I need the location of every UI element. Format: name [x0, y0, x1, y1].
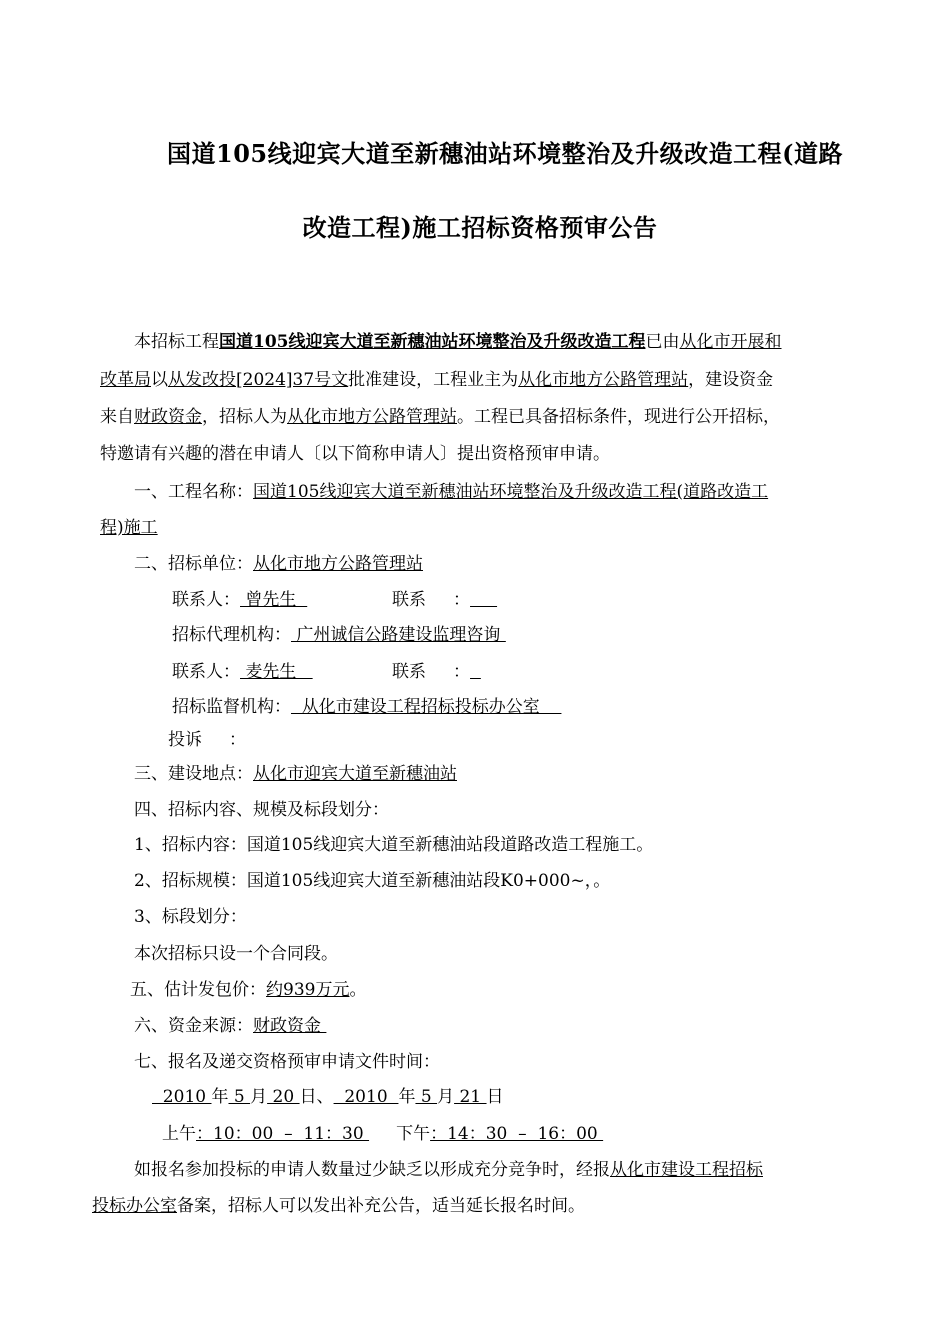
section-label: 五、估计发包价： — [130, 980, 266, 1000]
approver-name: 改革局 — [100, 370, 151, 390]
document-title-line2: 改造工程)施工招标资格预审公告 — [302, 213, 658, 242]
intro-text: 批准建设，工程业主为 — [348, 370, 519, 390]
project-name-value: 程)施工 — [100, 518, 158, 538]
schedule-times — [162, 1121, 603, 1147]
phone-row-1 — [392, 587, 497, 613]
date-day: 21 — [454, 1087, 487, 1107]
section-price — [130, 977, 366, 1003]
agency-row — [172, 622, 506, 648]
pm-time: ：14：30 – 16：00 — [430, 1124, 604, 1144]
phone-value — [470, 590, 497, 610]
content-item-2: 2、招标规模：国道105线迎宾大道至新穗油站段K0+000~，。 — [134, 871, 611, 891]
closing-text: 备案，招标人可以发出补充公告，适当延长报名时间。 — [177, 1196, 585, 1216]
supervisor-row — [172, 694, 561, 720]
section-project-name-cont — [100, 515, 158, 541]
phone-value — [470, 662, 481, 682]
intro-line1 — [134, 329, 782, 355]
content-item-1: 1、招标内容：国道105线迎宾大道至新穗油站段道路改造工程施工。 — [134, 835, 654, 855]
pm-label: 下午 — [396, 1124, 431, 1144]
date-year: 2010 — [333, 1087, 399, 1107]
location-value: 从化市迎宾大道至新穗油站 — [253, 764, 457, 784]
project-name: 国道105线迎宾大道至新穗油站环境整治及升级改造工程 — [219, 332, 646, 352]
section-content: 四、招标内容、规模及标段划分： — [134, 800, 389, 820]
phone-label: 联系 ： — [392, 590, 471, 610]
project-owner: 从化市地方公路管理站 — [518, 370, 689, 390]
am-time: ：10：00 – 11：30 — [196, 1124, 370, 1144]
closing-line2 — [92, 1193, 585, 1219]
closing-line1 — [134, 1157, 763, 1183]
content-item-3: 3、标段划分： — [134, 907, 247, 927]
section-project-name — [134, 479, 768, 505]
phone-label: 联系 ： — [392, 662, 471, 682]
intro-line2 — [100, 367, 773, 393]
supervisor-value: 从化市建设工程招标投标办公室 — [291, 697, 562, 717]
date-unit: 日、 — [299, 1087, 334, 1107]
phone-row-2 — [392, 659, 481, 685]
document-title-line1: 国道105线迎宾大道至新穗油站环境整治及升级改造工程(道路 — [167, 139, 843, 168]
date-unit: 年 — [398, 1087, 416, 1107]
section-location — [134, 761, 457, 787]
section-label: 二、招标单位： — [134, 554, 253, 574]
intro-text: 本招标工程 — [134, 332, 219, 352]
contact-row-1 — [172, 587, 307, 613]
approver-name: 从化市开展和 — [679, 332, 782, 352]
tender-unit-value: 从化市地方公路管理站 — [253, 554, 423, 574]
intro-line3 — [100, 404, 780, 430]
intro-text: 以 — [151, 370, 168, 390]
agency-value: 广州诚信公路建设监理咨询 — [291, 625, 506, 645]
contact-label: 联系人： — [172, 590, 240, 610]
project-name-value: 国道105线迎宾大道至新穗油站环境整治及升级改造工程(道路改造工 — [253, 482, 769, 502]
agency-label: 招标代理机构： — [172, 625, 291, 645]
tenderer-name: 从化市地方公路管理站 — [287, 407, 457, 427]
office-name: 从化市建设工程招标 — [610, 1160, 763, 1180]
fund-value: 财政资金 — [253, 1016, 327, 1036]
contact-label: 联系人： — [172, 662, 240, 682]
intro-text: ，建设资金 — [688, 370, 774, 390]
section-tender-unit — [134, 551, 423, 577]
section-label: 一、工程名称： — [134, 482, 253, 502]
section-fund — [134, 1013, 326, 1039]
price-value: 约939万元 — [266, 980, 350, 1000]
contact-value: 曾先生 — [240, 590, 308, 610]
schedule-dates — [152, 1084, 504, 1110]
date-unit: 日 — [486, 1087, 504, 1107]
punctuation: 。 — [349, 980, 367, 1000]
contact-row-2 — [172, 659, 313, 685]
date-unit: 月 — [437, 1087, 455, 1107]
complaint-row: 投诉 ： — [168, 730, 247, 750]
content-item-3-text: 本次招标只设一个合同段。 — [134, 944, 338, 964]
intro-line4: 特邀请有兴趣的潜在申请人〔以下简称申请人〕提出资格预审申请。 — [100, 444, 610, 464]
contact-value: 麦先生 — [240, 662, 313, 682]
date-month: 5 — [228, 1087, 251, 1107]
fund-source: 财政资金 — [134, 407, 202, 427]
am-label: 上午 — [162, 1124, 196, 1144]
supervisor-label: 招标监督机构： — [172, 697, 291, 717]
date-day: 20 — [267, 1087, 300, 1107]
date-month: 5 — [415, 1087, 438, 1107]
section-label: 三、建设地点： — [134, 764, 253, 784]
intro-text: 来自 — [100, 407, 134, 427]
date-unit: 月 — [250, 1087, 268, 1107]
intro-text: 已由 — [645, 332, 680, 352]
approval-document: 从发改投[2024]37号文 — [168, 370, 349, 390]
intro-text: ，招标人为 — [202, 407, 287, 427]
office-name: 投标办公室 — [92, 1196, 177, 1216]
closing-text: 如报名参加投标的申请人数量过少缺乏以形成充分竞争时，经报 — [134, 1160, 610, 1180]
section-label: 六、资金来源： — [134, 1016, 253, 1036]
section-schedule: 七、报名及递交资格预审申请文件时间： — [134, 1052, 440, 1072]
date-unit: 年 — [211, 1087, 229, 1107]
intro-text: 。工程已具备招标条件，现进行公开招标， — [457, 407, 780, 427]
date-year: 2010 — [152, 1087, 212, 1107]
